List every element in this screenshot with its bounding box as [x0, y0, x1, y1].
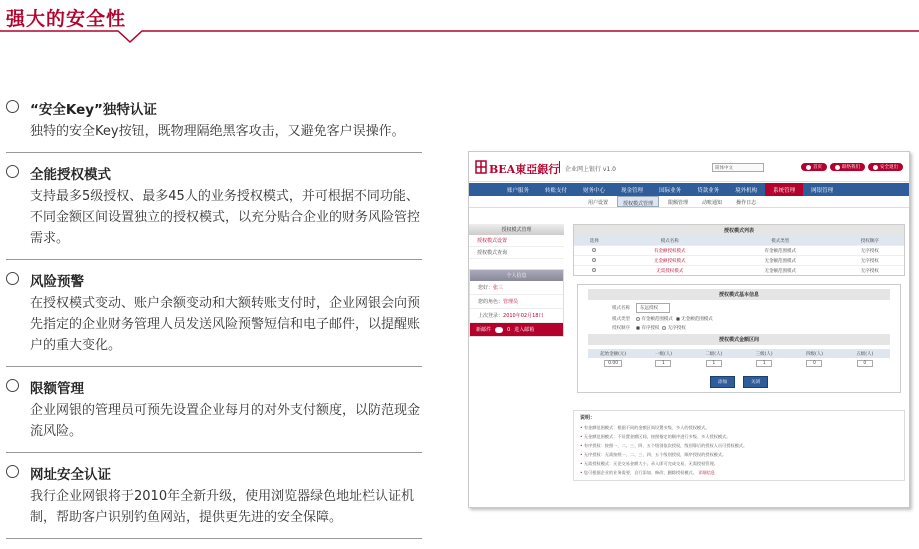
user-box-title: 个人信息: [470, 270, 563, 281]
feature-title: 限额管理: [30, 381, 84, 397]
table-header: 选择: [574, 236, 614, 246]
subnav-item-auth-mode[interactable]: 授权模式管理: [617, 196, 659, 207]
details-link[interactable]: 详细信息: [698, 470, 715, 475]
left-menu-item[interactable]: 授权模式查询: [469, 247, 564, 259]
feature-body: 在授权模式变动、账户余额变动和大额转账支付时，企业网银会向预先指定的企业财务管理人员发送风险预警短信和电子邮件，以提醒账户的重大变化。: [30, 296, 421, 353]
feature-title: 风险预警: [30, 274, 84, 290]
logout-icon: [873, 165, 878, 170]
form-row: 模式名称 东远授权: [588, 303, 890, 313]
nav-item[interactable]: 转账支付: [545, 188, 568, 194]
note-line: • 无金额范围模式：不设置金额区间，按照指定的顺序进行多级、多人授权模式。: [580, 432, 898, 441]
product-name: 企业网上银行 v1.0: [565, 166, 617, 173]
table-row[interactable]: 无需授权模式 无金额范围模式 无序授权: [574, 266, 904, 276]
circle-bullet-icon: [6, 465, 19, 478]
contact-icon: [835, 165, 840, 170]
add-button[interactable]: 添加: [710, 376, 735, 388]
user-row: 您的角色：管理员: [470, 295, 563, 309]
contact-link[interactable]: 联络我们: [830, 163, 865, 171]
feature-body: 支持最多5级授权、最多45人的业务授权模式，并可根据不同功能、不同金额区间设置独立的授权模式，以充分贴合企业的财务风险管控需求。: [30, 189, 421, 246]
nav-item[interactable]: 账户服务: [507, 188, 530, 194]
feature-item: [6, 163, 422, 260]
type-radio[interactable]: [636, 317, 640, 321]
auth-mode-form: [577, 284, 901, 393]
feature-item: [6, 98, 422, 153]
nav-item[interactable]: 财务中心: [583, 188, 606, 194]
page-title: 强大的安全性: [6, 8, 127, 30]
level3-select[interactable]: 1: [756, 360, 772, 367]
title-divider: [0, 30, 919, 44]
bea-logo-icon: [475, 160, 487, 174]
note-line: • 有序授权：按照一、二、三、四、五个级别依次授权，级别靠后的授权人员可授权模式。: [580, 441, 898, 450]
panel-title: 授权模式基本信息: [588, 289, 890, 300]
feature-list: [6, 98, 422, 549]
mail-count: 0: [507, 326, 511, 333]
subnav-item[interactable]: 动账通知: [702, 200, 723, 206]
user-row: 您好：张三: [470, 281, 563, 295]
mail-count-badge: [495, 327, 503, 333]
table-header: 模式名称: [614, 236, 725, 246]
mail-bar: [470, 323, 563, 336]
table-header: 授权顺序: [836, 236, 905, 246]
main-content: [573, 224, 905, 401]
netbank-topbar: [469, 152, 909, 182]
user-info-box: [469, 269, 564, 337]
nav-item-system-admin[interactable]: 系统管理: [765, 183, 803, 196]
notes-title: 说明：: [580, 415, 596, 421]
note-line: • 您可根据企业的业务需要，自行添加、修改、删除授权模式。 详细信息: [580, 468, 898, 477]
feature-title: 网址安全认证: [30, 467, 111, 483]
feature-title: “安全Key”独特认证: [30, 102, 157, 118]
bank-name: BEA東亞銀行: [489, 163, 560, 176]
row-radio[interactable]: [592, 258, 596, 262]
panel-title: 授权模式金额区间: [588, 334, 890, 345]
feature-title: 全能授权模式: [30, 167, 111, 183]
feature-item: [6, 377, 422, 453]
left-menu-item[interactable]: 授权模式设置: [469, 235, 564, 247]
subnav-item[interactable]: 限额管理: [668, 200, 689, 206]
feature-body: 企业网银的管理员可预先设置企业每月的对外支付额度，以防范现金流风险。: [30, 403, 421, 439]
main-nav: [469, 183, 910, 196]
close-button[interactable]: 关闭: [743, 376, 768, 388]
start-amount-input[interactable]: 0.00: [604, 360, 622, 367]
notes-box: [573, 410, 905, 481]
divider: [559, 161, 560, 173]
form-row: 授权顺序 有序授权 无序授权: [612, 326, 686, 331]
order-radio[interactable]: [636, 326, 640, 330]
order-radio[interactable]: [662, 326, 666, 330]
user-row: 上次登录：2010年02月18日: [470, 309, 563, 323]
row-radio[interactable]: [592, 248, 596, 252]
netbank-screenshot: [468, 151, 910, 508]
feature-body: 我行企业网银将于2010年全新升级，使用浏览器绿色地址栏认证机制，帮助客户识别钓鱼网站，提供更先进的安全保障。: [30, 489, 415, 525]
level5-select[interactable]: 0: [857, 360, 873, 367]
panel-title: 授权模式列表: [574, 225, 904, 236]
language-select[interactable]: 简体中文: [712, 163, 764, 172]
amount-row: [588, 358, 890, 368]
note-line: • 无序授权：无需按照一、二、三、四、五个级别授权，顺序授权的授权模式。: [580, 450, 898, 459]
mail-label: 新邮件: [476, 327, 492, 333]
table-row[interactable]: 有金额授权模式 有金额范围模式 无序授权: [574, 246, 904, 256]
sub-nav: [469, 196, 910, 208]
form-buttons: [588, 376, 890, 388]
feature-item: [6, 270, 422, 367]
home-icon: [806, 165, 811, 170]
feature-item: [6, 463, 422, 539]
auth-mode-table: [574, 236, 904, 275]
type-radio[interactable]: [676, 317, 680, 321]
amount-header: 起始金额(元) 一级(人) 二级(人) 三级(人) 四级(人) 五级(人): [588, 349, 890, 358]
auth-mode-list-panel: [573, 224, 905, 276]
row-radio[interactable]: [592, 268, 596, 272]
feature-body: 独特的安全Key按钮，既物理隔绝黑客攻击，又避免客户误操作。: [30, 124, 405, 139]
subnav-item[interactable]: 操作日志: [736, 200, 757, 206]
circle-bullet-icon: [6, 165, 19, 178]
note-line: • 有金额范围模式：根据不同的金额区间设置多级、多人的授权模式。: [580, 423, 898, 432]
logout-link[interactable]: 安全退出: [868, 163, 903, 171]
note-line: • 无需授权模式：无论交易金额大小，录入即可完成交易，无需授权管理。: [580, 459, 898, 468]
circle-bullet-icon: [6, 379, 19, 392]
left-sidebar: [469, 224, 564, 337]
subnav-item[interactable]: 用户设置: [588, 200, 609, 206]
form-row: 模式类型 有金额范围模式 无金额范围模式: [612, 317, 713, 322]
table-row[interactable]: 无金额授权模式 无金额范围模式 无序授权: [574, 256, 904, 266]
circle-bullet-icon: [6, 100, 19, 113]
level2-select[interactable]: 1: [706, 360, 722, 367]
level4-select[interactable]: 0: [806, 360, 822, 367]
nav-item[interactable]: 现金管理: [621, 188, 644, 194]
nav-item[interactable]: 境外机构: [735, 188, 758, 194]
nav-item[interactable]: 贷款业务: [697, 188, 720, 194]
nav-item[interactable]: 网银管理: [811, 188, 834, 194]
mail-link[interactable]: 进入邮箱: [514, 327, 535, 333]
home-link[interactable]: 首页: [801, 163, 827, 171]
top-links: [801, 163, 903, 171]
circle-bullet-icon: [6, 272, 19, 285]
table-header: 模式类型: [725, 236, 836, 246]
nav-item[interactable]: 国际业务: [659, 188, 682, 194]
level1-select[interactable]: 1: [655, 360, 671, 367]
mode-name-input[interactable]: 东远授权: [636, 303, 670, 313]
left-menu-title: 授权模式管理: [469, 224, 564, 235]
